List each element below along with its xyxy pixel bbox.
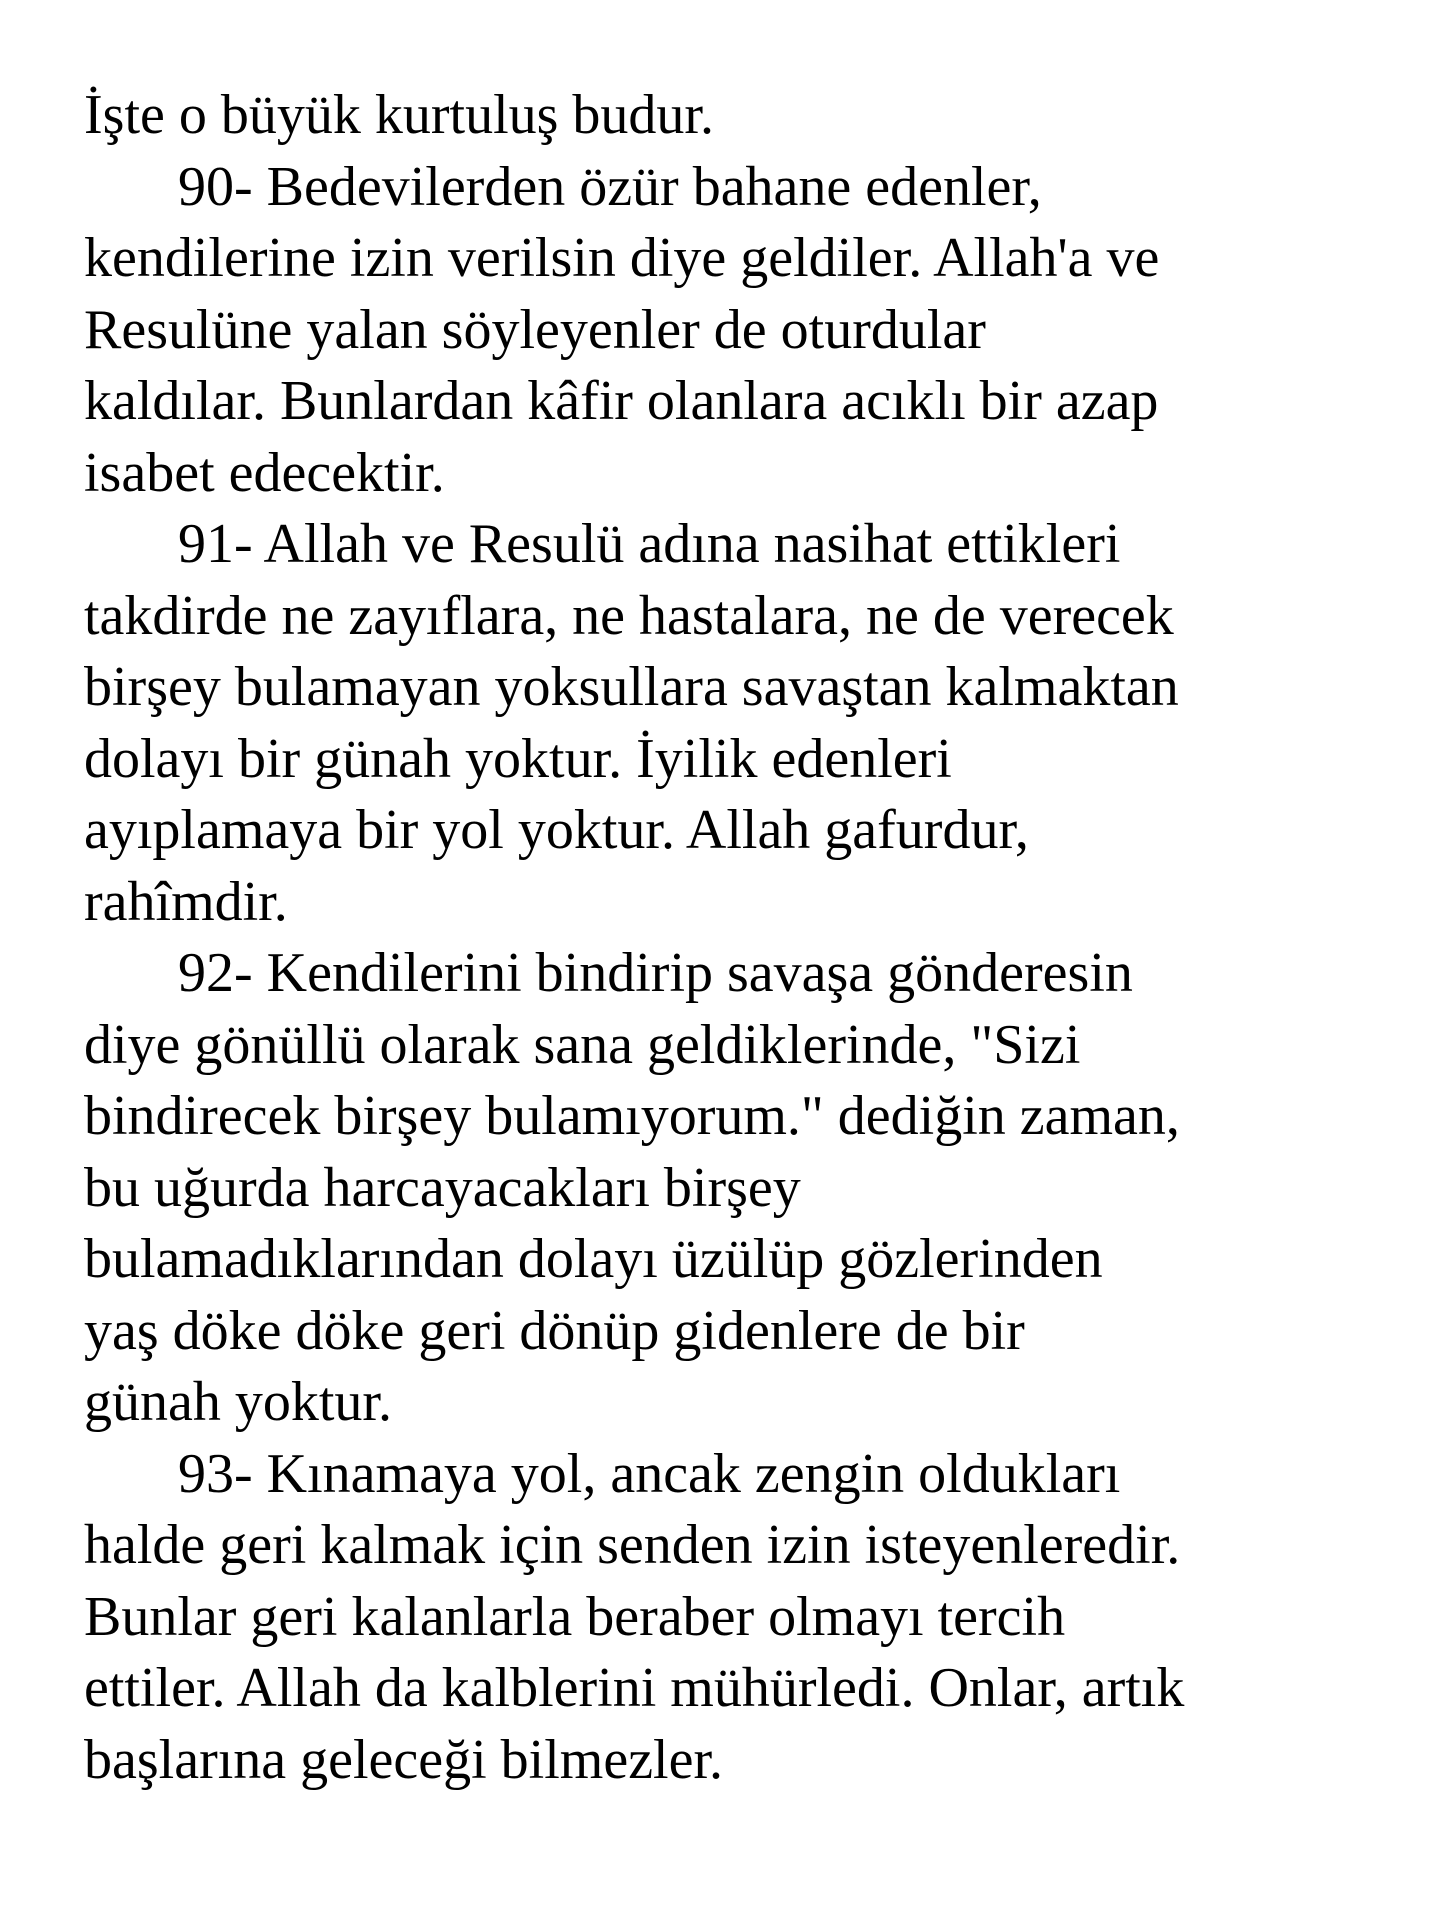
text-line: takdirde ne zayıflara, ne hastalara, ne de verecek [84, 584, 1174, 647]
text-line: bindirecek birşey bulamıyorum." dediğin zaman, [84, 1085, 1180, 1147]
text-line: diye gönüllü olarak sana geldiklerinde, "Sizi [84, 1013, 1081, 1076]
verse-91-start: 91- Allah ve Resulü adına nasihat ettikleri [178, 513, 1121, 575]
text-line: halde geri kalmak için senden izin isteyenleredir. [84, 1514, 1181, 1576]
text-line: isabet edecektir. [84, 441, 445, 504]
verse-90-start: 90- Bedevilerden özür bahane edenler, [178, 155, 1042, 218]
text-line: rahîmdir. [84, 870, 288, 933]
text-line: birşey bulamayan yoksullara savaştan kalmaktan [84, 656, 1179, 718]
text-line: dolayı bir günah yoktur. İyilik edenleri [84, 727, 952, 790]
text-line: ayıplamaya bir yol yoktur. Allah gafurdur, [84, 799, 1029, 861]
text-line: kaldılar. Bunlardan kâfir olanlara acıklı bir azap [84, 370, 1159, 432]
text-line: İşte o büyük kurtuluş budur. [84, 84, 714, 146]
text-line: bu uğurda harcayacakları birşey [84, 1156, 801, 1219]
document-page [84, 80, 1384, 1796]
text-line: Resulüne yalan söyleyenler de oturdular [84, 298, 986, 361]
text-line: günah yoktur. [84, 1371, 392, 1433]
text-line: kendilerine izin verilsin diye geldiler. Allah'a ve [84, 227, 1160, 289]
text-line: ettiler. Allah da kalblerini mühürledi. Onlar, artık [84, 1657, 1185, 1719]
text-line: yaş döke döke geri dönüp gidenlere de bir [84, 1299, 1025, 1362]
text-line: bulamadıklarından dolayı üzülüp gözlerinden [84, 1228, 1103, 1290]
verse-92-start: 92- Kendilerini bindirip savaşa gönderesin [178, 942, 1133, 1004]
text-line: Bunlar geri kalanlarla beraber olmayı tercih [84, 1585, 1066, 1648]
text-line: başlarına geleceği bilmezler. [84, 1728, 724, 1791]
verse-93-start: 93- Kınamaya yol, ancak zengin oldukları [178, 1442, 1121, 1505]
